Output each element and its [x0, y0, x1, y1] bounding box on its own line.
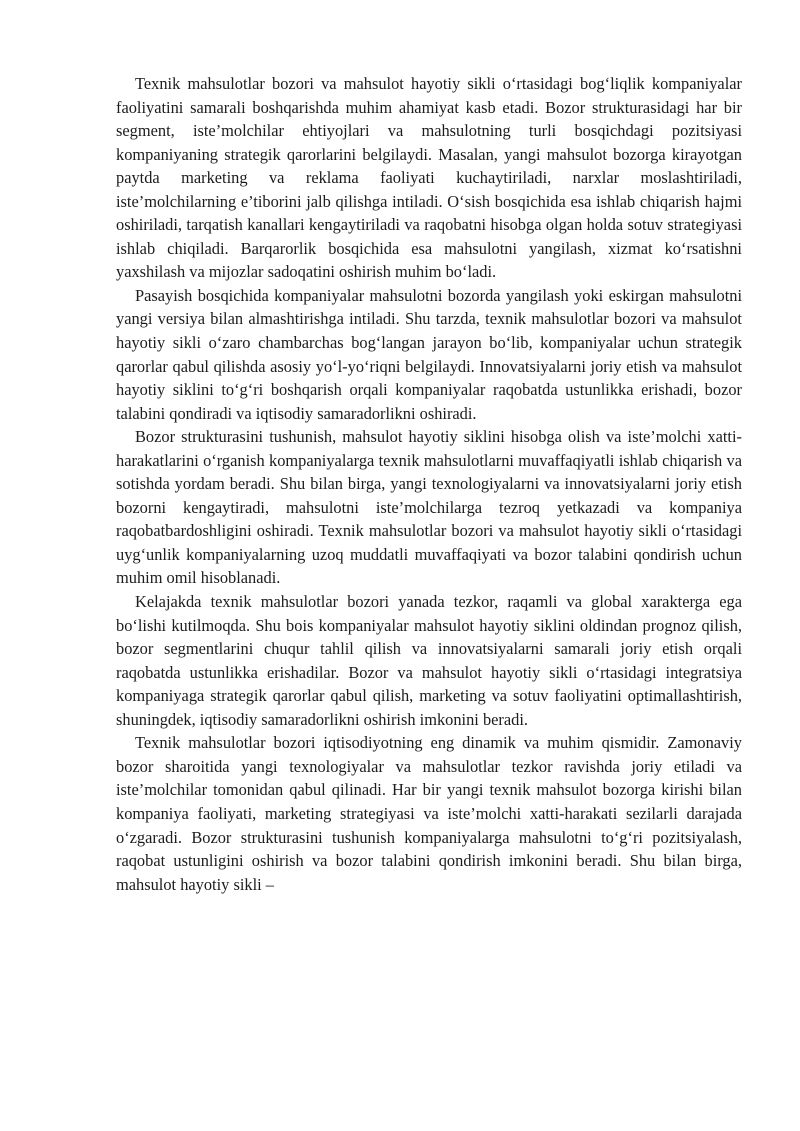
- paragraph-5: Texnik mahsulotlar bozori iqtisodiyotning eng dinamik va muhim qismidir. Zamonaviy bozor sharoitida yangi texnologiyalar va mahsulotlar tezkor ravishda joriy etiladi va iste’molchilar tomonidan qabul qilinadi. Har bir yangi texnik mahsulot bozorga kirishi bilan kompaniya faoliyati, marketing strategiyasi va iste’molchi xatti-harakati sezilarli darajada o‘zgaradi. Bozor strukturasini tushunish kompaniyalarga mahsulotni to‘g‘ri pozitsiyalash, raqobat ustunligini oshirish va bozor talabini qondirish imkonini beradi. Shu bilan birga, mahsulot hayotiy sikli –: [116, 733, 742, 894]
- document-page: [116, 72, 742, 896]
- paragraph-1: Texnik mahsulotlar bozori va mahsulot hayotiy sikli o‘rtasidagi bog‘liqlik kompaniyalar faoliyatini samarali boshqarishda muhim ahamiyat kasb etadi. Bozor strukturasidagi har bir segment, iste’molchilar ehtiyojlari va mahsulotning turli bosqichdagi pozitsiyasi kompaniyaning strategik qarorlarini belgilaydi. Masalan, yangi mahsulot bozorga kirayotgan paytda marketing va reklama faoliyati kuchaytiriladi, narxlar moslashtiriladi, iste’molchilarning e’tiborini jalb qilishga intiladi. O‘sish bosqichida esa ishlab chiqarish hajmi oshiriladi, tarqatish kanallari kengaytiriladi va raqobatni hisobga olgan holda sotuv strategiyasi ishlab chiqiladi. Barqarorlik bosqichida esa mahsulotni yangilash, xizmat ko‘rsatishni yaxshilash va mijozlar sadoqatini oshirish muhim bo‘ladi.: [116, 74, 742, 282]
- paragraph-4: Kelajakda texnik mahsulotlar bozori yanada tezkor, raqamli va global xarakterga ega bo‘lishi kutilmoqda. Shu bois kompaniyalar mahsulot hayotiy siklini oldindan prognoz qilish, bozor segmentlarini chuqur tahlil qilish va innovatsiyalarni samarali joriy etish orqali raqobatda ustunlikka erishadilar. Bozor va mahsulot hayotiy sikli o‘rtasidagi integratsiya kompaniyaga strategik qarorlar qabul qilish, marketing va sotuv faoliyatini optimallashtirish, shuningdek, iqtisodiy samaradorlikni oshirish imkonini beradi.: [116, 592, 742, 729]
- paragraph-2: Pasayish bosqichida kompaniyalar mahsulotni bozorda yangilash yoki eskirgan mahsulotni yangi versiya bilan almashtirishga intiladi. Shu tarzda, texnik mahsulotlar bozori va mahsulot hayotiy sikli o‘zaro chambarchas bog‘langan jarayon bo‘lib, kompaniyalar uchun strategik qarorlar qabul qilishda asosiy yo‘l-yo‘riqni belgilaydi. Innovatsiyalarni joriy etish va mahsulot hayotiy siklini to‘g‘ri boshqarish orqali kompaniyalar raqobatda ustunlikka erishadi, bozor talabini qondiradi va iqtisodiy samaradorlikni oshiradi.: [116, 285, 742, 423]
- paragraph-3: Bozor strukturasini tushunish, mahsulot hayotiy siklini hisobga olish va iste’molchi xatti-harakatlarini o‘rganish kompaniyalarga texnik mahsulotlarni muvaffaqiyatli ishlab chiqarish va sotishda yordam beradi. Shu bilan birga, yangi texnologiyalarni va innovatsiyalarni joriy etish bozorni kengaytiradi, mahsulotni iste’molchilarga tezroq yetkazadi va kompaniya raqobatbardoshligini oshiradi. Texnik mahsulotlar bozori va mahsulot hayotiy sikli o‘rtasidagi uyg‘unlik kompaniyalarning uzoq muddatli muvaffaqiyati va bozor talabini qondirish uchun muhim omil hisoblanadi.: [116, 427, 742, 588]
